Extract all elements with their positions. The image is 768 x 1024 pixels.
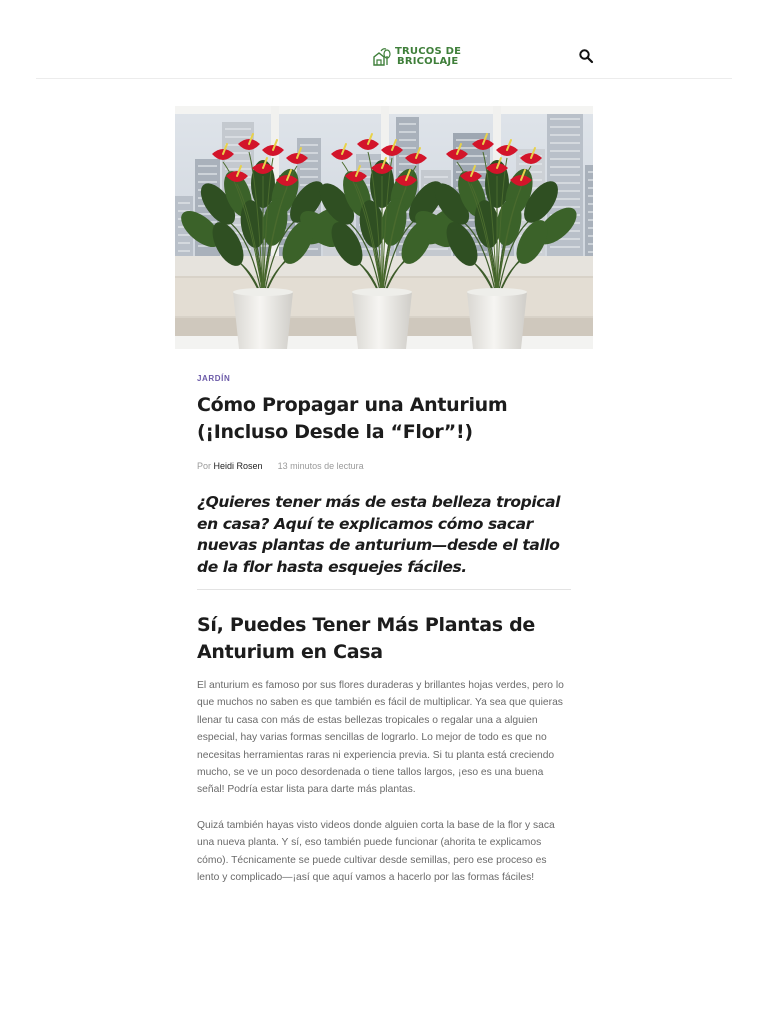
category-link[interactable]: JARDÍN: [197, 374, 231, 383]
hero-image: [175, 106, 593, 349]
search-icon[interactable]: [578, 48, 594, 64]
house-plant-logo-icon: [372, 47, 392, 67]
site-header: [36, 0, 732, 79]
read-time: 13 minutos de lectura: [277, 461, 364, 471]
author-link[interactable]: Heidi Rosen: [213, 461, 263, 471]
paragraph: El anturium es famoso por sus flores duraderas y brillantes hojas verdes, pero lo que muchos no saben es que también es fácil de multiplicar. Ya sea que quieras llenar tu casa con más de estas bellezas tropicales o regalar una a alguien especial, hay varias formas sencillas de lograrlo. Lo mejor de todo es que no necesitas herramientas raras ni experiencia previa. Si tu planta está creciendo mucho, se ve un poco desordenada o tiene tallos largos, ¡eso es una buena señal! Podría estar lista para darte más plantas.: [197, 680, 564, 796]
section-heading: Sí, Puedes Tener Más Plantas de Anturium en Casa: [197, 614, 535, 663]
site-logo[interactable]: [372, 46, 461, 68]
article-meta: [197, 461, 364, 471]
logo-line-1: TRUCOS DE: [395, 46, 462, 57]
article-title: Cómo Propagar una Anturium (¡Incluso Desde la “Flor”!): [197, 394, 508, 443]
logo-line-2: BRICOLAJE: [397, 56, 459, 67]
by-label: Por: [197, 461, 212, 471]
article-lead: ¿Quieres tener más de esta belleza tropical en casa? Aquí te explicamos cómo sacar nuevas plantas de anturium—desde el tallo de la flor hasta esquejes fáciles.: [197, 493, 561, 576]
anthurium-plants-illustration: [175, 106, 593, 349]
paragraph: Quizá también hayas visto videos donde alguien corta la base de la flor y saca una nueva planta. Y sí, eso también puede funcionar (ahorita te explicamos cómo). Técnicamente se puede cultivar desde semillas, pero ese proceso es lento y complicado—¡así que aquí vamos a hacerlo por las formas fáciles!: [197, 820, 555, 884]
divider: [197, 589, 571, 590]
